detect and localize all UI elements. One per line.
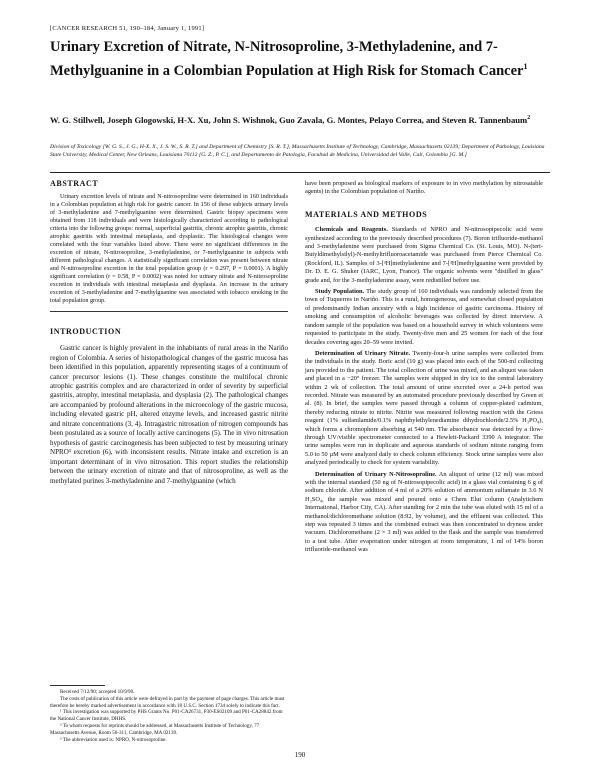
footnote-abbreviation: ³ The abbreviation used is: NPRO, N-nitrosoproline.: [60, 736, 167, 743]
title-text: Urinary Excretion of Nitrate, N-Nitrosoproline, 3-Methyladenine, and 7-Methylguanine in a Colombian Population at High Risk for Stomach Cancer: [50, 39, 524, 79]
footnote-received: Received 7/12/90; accepted 10/9/90.: [60, 689, 135, 695]
authors-text: W. G. Stillwell, Joseph Glogowski, H-X. Xu, John S. Wishnok, Guo Zavala, G. Montes, Pelayo Correa, and Steven R. Tannenbaum: [50, 114, 528, 125]
study-text: The study group of 160 individuals was randomly selected from the town of Tuquerres in Nariño. This is a rural, homogeneous, and somewhat closed population of predominantly Indian ancestry with a high incidence of gastric carcinoma. History of smoking and consumption of alcoholic beverages was collected by direct interview. A random sample of the population was based on a household survey in which volunteers were requested to participate in the study. Twenty-five men and 25 women for each of the four decades covering ages 20–59 were invited.: [305, 288, 544, 346]
journal-header: [CANCER RESEARCH 51, 190–184, January 1, 1991]: [50, 25, 205, 32]
chemicals-label: Chemicals and Reagents.: [315, 226, 388, 234]
nitrate-paragraph: [305, 350, 543, 468]
article-title: [50, 38, 550, 81]
abstract-divider: [50, 311, 288, 312]
right-column: [305, 180, 543, 555]
chemicals-paragraph: [305, 226, 543, 285]
study-label: Study Population.: [315, 288, 365, 296]
npro-label: Determination of Urinary N-Nitrosoproline.: [315, 470, 437, 478]
footnotes: [50, 689, 288, 743]
introduction-heading: INTRODUCTION: [50, 327, 122, 337]
left-column: [50, 180, 288, 486]
author-footnote-mark: 2: [527, 115, 531, 121]
methods-heading: MATERIALS AND METHODS: [305, 209, 428, 219]
title-footnote-mark: 1: [523, 62, 528, 71]
footnote-grant: ¹ This investigation was supported by PHS Grants No. P01-CA26731, P30-ES02109 and P01-CA28842 from the National Cancer Institute, DHHS.: [50, 709, 283, 723]
abstract-heading: ABSTRACT: [50, 179, 99, 188]
chemicals-text: Standards of NPRO and N-nitrosopipecolic acid were synthesized according to the previously described procedures (7). Boron trifluoride-methanol and 3-methyladenine were purchased from Sigma Chemical Co. (St. Louis, MO). N-(tert-Butyldimethylsilyl)-N-methyltrifluoroacetamide was purchased from Pierce Chemical Co. (Rockford, IL). Samples of 3-[³H]methyladenine and 7-[³H]methylguanine were provided by Dr. D. E. G. Shuker (IARC, Lyon, France). The organic solvents were "distilled in glass" grade and, for the 3-methyladenine assay, were redistilled before use.: [305, 226, 543, 284]
footnote-divider: [50, 685, 105, 686]
npro-paragraph: [305, 471, 543, 555]
author-list: [50, 113, 550, 126]
nitrate-label: Determination of Urinary Nitrate.: [315, 349, 411, 357]
page-number: 190: [294, 751, 306, 759]
affiliations: Division of Toxicology [W. G. S., J. G., H-X. X., J. S. W., S. R. T.] and Department of Chemistry [S. R. T.], Massachusetts Institute of Technology, Cambridge, Massachusetts 02139; Department of Pathology, Louisiana State University, Medical Center, New Orleans, Louisiana 70112 [G. Z., P. C.], and Departamento de Patologia, Facultad de Medicina, Universidad del Valle, Cali, Colombia [G. M.]: [50, 144, 545, 158]
header-divider: [50, 172, 550, 173]
abstract-text: Urinary excretion levels of nitrate and N-nitrosoproline were determined in 160 individuals in a Colombian population at high risk for gastric cancer. In 156 of these subjects urinary levels of 3-methyladenine and 7-methylguanine were determined. Gastric biopsy specimens were obtained from 118 individuals and were histologically characterized according to pathological criteria into the following groups: normal, superficial gastritis, chronic atrophic gastritis, chronic atrophic gastritis with intestinal metaplasia, and dysplastic. The histological changes were correlated with the four variables listed above. There were no significant differences in the excretion of nitrate, N-nitrosoproline, 3-methyladenine, or 7-methylguanine in subjects with different pathological changes. A statistically significant correlation was present between nitrate and N-nitrosoproline excretion in the total population group (r = 0.297, P = 0.0001). A highly significant correlation (r = 0.58, P = 0.0002) was noted for urinary nitrate and N-nitrosoproline excretion in individuals with intestinal metaplasia and dysplasia. An increase in the urinary excretion of 3-methyladenine and 7-methylguanine was associated with tobacco smoking in the total population group.: [50, 194, 288, 305]
nitrate-text: Twenty-four-h urine samples were collected from the individuals in the study. Boric acid (10 g) was placed into each of the 500-ml collecting jars provided to the patient. The total collection of urine was mixed, and an aliquot was taken and placed in a −20° freezer. The samples were shipped in dry ice to the central laboratory within 2 wk of collection. The total amount of urine excreted over a 24-h period was recorded. Nitrate was measured by an automated procedure previously described by Green et al. (8). In brief, the samples were passed through a column of copper-plated cadmium, thereby reducing nitrate to nitrite. Nitrite was measured following reaction with the Griess reagent (1% sulfanilamide/0.1% naphthylethylenediamine dihydrochloride/2.5% H₃PO₄), which forms a chromophore absorbing at 540 nm. The absorbance was detected by a flow-through UV/visible spectrometer connected to a Hewlett-Packard 3390 A integrator. The urine samples were run in duplicate and aqueous standards of sodium nitrate ranging from 5.0 to 50 µM were analyzed daily to check column efficiency. Stock urine samples were also analyzed periodically to check for system variability.: [305, 349, 543, 467]
intro-continued: have been proposed as biological markers of exposure to in vivo methylation by nitrosatable agents) in the Colombian population of Nariño.: [305, 180, 543, 196]
npro-text: An aliquot of urine (12 ml) was mixed with the internal standard (50 ng of N-nitrosopipecolic acid) in a glass vial containing 6 g of sodium chloride. After addition of 4 ml of a 20% solution of ammonium sulfamate in 3.6 N H₂SO₄, the sample was mixed and poured onto a Chem Elut column (Analytichem International, Harbor City, CA). After standing for 2 min the tube was eluted with 15 ml of a methanol/dichloromethane solution (8:92, by volume), and the effluent was collected. This step was repeated 3 times and the combined extract was then concentrated to dryness under vacuum. Dichloromethane (2 × 3 ml) was added to the flask and the sample was transferred to a test tube. After evaporation under nitrogen at room temperature, 1 ml of 14% boron trifluoride-methanol was: [305, 470, 544, 554]
study-paragraph: [305, 288, 543, 347]
footnote-reprints: ² To whom requests for reprints should be addressed, at Massachusetts Institute of Technology, 77 Massachusetts Avenue, Room 56-311, Cambridge, MA 02139.: [50, 722, 260, 736]
footnote-costs: The costs of publication of this article were defrayed in part by the payment of page charges. This article must therefore be hereby marked advertisement in accordance with 18 U.S.C. Section 1734 solely to indicate this fact.: [50, 695, 285, 709]
introduction-text: Gastric cancer is highly prevalent in the inhabitants of rural areas in the Nariño region of Colombia. A series of histopathological changes of the gastric mucosa has been identified in this population, apparently representing stages of a continuum of cancer precursor lesions (1). These changes constitute the multifocal chronic atrophic gastritis complex and are characterized in order of severity by superficial gastritis, atrophy, intestinal metaplasia, and dysplasia (2). The pathological changes are accompanied by profound alterations in the microecology of the gastric mucosa, including elevated gastric pH, altered enzyme levels, and increased gastric nitrite and nitrate concentrations (3, 4). Intragastric nitrosation of nitrogen compounds has been postulated as a source of locally active carcinogens (5). The in vivo nitrosation hypothesis of gastric carcinogenesis has been subjected to test by measuring urinary NPRO³ excretion (6), with inconsistent results. Nitrate intake and excretion is an important determinant of in vivo nitrosation. This report studies the relationship between the urinary excretion of nitrate and that of nitrosoproline, as well as the methylated purines 3-methyladenine and 7-methylguanine (which: [50, 344, 288, 485]
